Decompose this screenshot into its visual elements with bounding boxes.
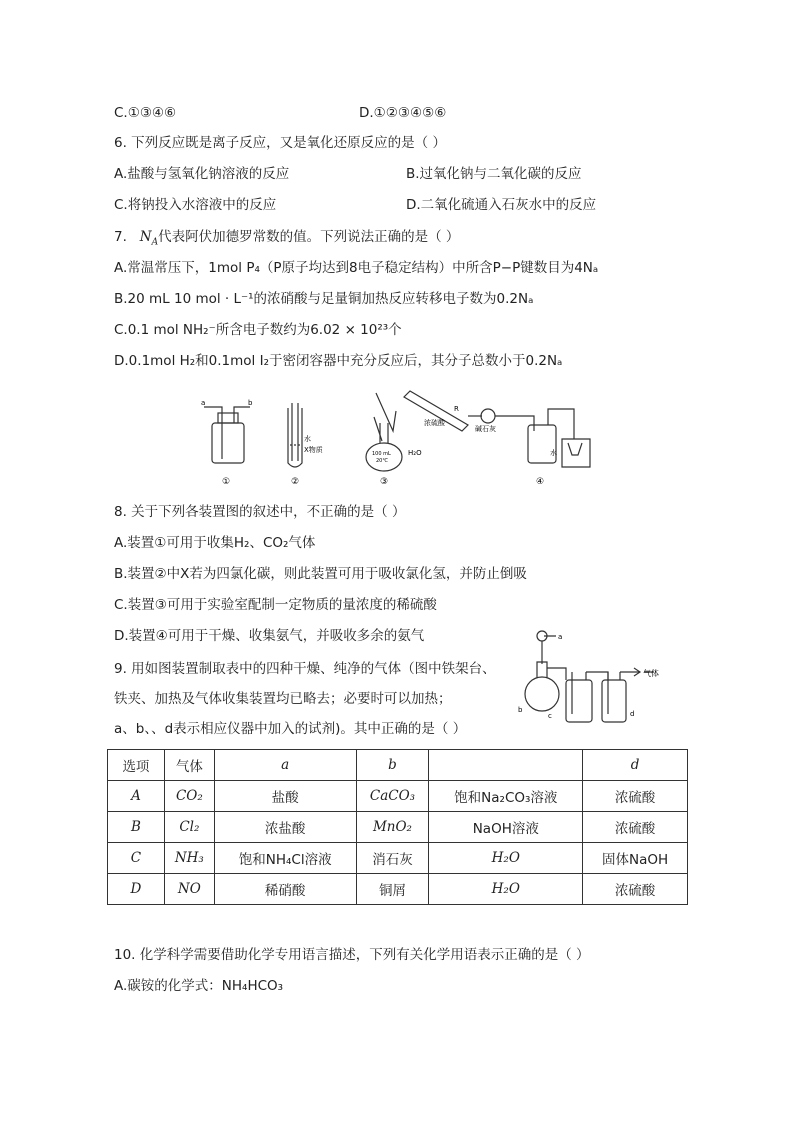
q7-option-c: C.0.1 mol NH₂⁻所含电子数约为6.02 × 10²³个 [114,322,402,338]
bottle-1-neck [218,413,238,423]
connecting-tube-1 [547,668,566,680]
cell: MnO₂ [356,812,429,843]
fig-label-c: c [548,712,552,720]
tube-b [234,407,250,423]
q8-option-b: B.装置②中X若为四氯化碳，则此装置可用于吸收氯化氢，并防止倒吸 [114,566,527,582]
cell: NO [164,874,214,905]
th-gas: 气体 [164,750,214,781]
q10-option-a: A.碳铵的化学式：NH₄HCO₃ [114,978,284,994]
label-r: R [454,405,459,413]
cell: C [108,843,165,874]
th-b: b [356,750,429,781]
q8-option-c: C.装置③可用于实验室配制一定物质的量浓度的稀硫酸 [114,597,437,613]
inner-tube [292,403,298,461]
wash-bottle-d [602,680,626,722]
cell: 稀硝酸 [214,874,356,905]
cell: 浓硫酸 [583,812,688,843]
cell: 浓盐酸 [214,812,356,843]
cell: 饱和Na₂CO₃溶液 [429,781,583,812]
q6-option-b: B.过氧化钠与二氧化碳的反应 [406,166,582,182]
q7-option-d: D.0.1mol H₂和0.1mol I₂于密闭容器中充分反应后，其分子总数小于0.2Nₐ [114,353,563,369]
round-flask [525,677,559,711]
cell: CaCO₃ [356,781,429,812]
q8-stem: 8. 关于下列各装置图的叙述中，不正确的是（ ） [114,504,406,520]
label-water-2: 水 [550,449,557,457]
label-device-4: ④ [536,477,545,487]
cell: D [108,874,165,905]
label-soda-lime: 碱石灰 [475,425,496,433]
q7-option-b: B.20 mL 10 mol · L⁻¹的浓硝酸与足量铜加热反应转移电子数为0.2Nₐ [114,291,534,307]
q6-option-c: C.将钠投入水溶液中的反应 [114,197,277,213]
table-header-row [108,750,688,781]
cell: A [108,781,165,812]
gas-apparatus-figure [506,624,696,724]
q7-number: 7. [114,229,127,245]
drying-tube-ball [481,409,495,423]
label-device-2: ② [291,477,300,487]
cell: 消石灰 [356,843,429,874]
label-conc-acid: 浓硫酸 [424,419,445,427]
q7-stem [114,227,459,253]
cell: 浓硫酸 [583,781,688,812]
q9-line-1: 9. 用如图装置制取表中的四种干燥、纯净的气体（图中铁架台、 [114,661,496,677]
glass-rod [376,393,396,431]
q8-option-a: A.装置①可用于收集H₂、CO₂气体 [114,535,316,551]
volumetric-flask [366,443,402,471]
q8-option-d: D.装置④可用于干燥、收集氨气，并吸收多余的氨气 [114,628,425,644]
label-device-3: ③ [380,477,389,487]
bottle-4 [528,425,556,463]
label-a: a [201,399,206,407]
test-tube [288,408,302,467]
table-row [108,874,688,905]
cell: 浓硫酸 [583,874,688,905]
q7-symbol: N [139,229,152,245]
fig-label-a: a [558,633,563,641]
q7-stem-text: 代表阿伏加德罗常数的值。下列说法正确的是（ ） [158,229,460,245]
cell: H₂O [429,843,583,874]
table-row [108,812,688,843]
apparatus-figure [198,383,598,493]
cell: B [108,812,165,843]
cell: 盐酸 [214,781,356,812]
th-a: a [214,750,356,781]
tube-a [204,407,222,459]
q7-symbol-sub: A [151,237,159,248]
cell: 铜屑 [356,874,429,905]
label-20c: 20℃ [376,458,388,464]
cell: Cl₂ [164,812,214,843]
connecting-tube-2 [586,672,608,680]
q6-option-a: A.盐酸与氢氧化钠溶液的反应 [114,166,290,182]
label-device-1: ① [222,477,231,487]
cell: H₂O [429,874,583,905]
fig-label-gas: 气体 [643,669,659,678]
fig-label-b: b [518,706,523,714]
q9-line-3: a、b、、d表示相应仪器中加入的试剂)。其中正确的是（ ） [114,721,467,737]
q10-stem: 10. 化学科学需要借助化学专用语言描述，下列有关化学用语表示正确的是（ ） [114,947,590,963]
option-d-prev: D.①②③④⑤⑥ [359,105,447,121]
gas-table [107,749,688,905]
option-c-prev: C.①③④⑥ [114,105,177,121]
table-row [108,781,688,812]
q9-line-2: 铁夹、加热及气体收集装置均已略去；必要时可以加热； [114,691,452,707]
table-row [108,843,688,874]
th-d: d [583,750,688,781]
fig-label-d: d [630,710,635,718]
label-x-substance: X物质 [304,446,323,454]
bottle-1 [212,423,244,463]
cell: CO₂ [164,781,214,812]
cell: 饱和NH₄Cl溶液 [214,843,356,874]
label-b: b [248,399,253,407]
q7-option-a: A.常温常压下，1mol P₄（P原子均达到8电子稳定结构）中所含P−P键数目为4Nₐ [114,260,599,276]
beaker [562,439,590,467]
cell: NaOH溶液 [429,812,583,843]
q6-option-d: D.二氧化硫通入石灰水中的反应 [406,197,597,213]
q6-stem: 6. 下列反应既是离子反应，又是氧化还原反应的是（ ） [114,135,446,151]
label-h2o: H₂O [408,449,422,457]
wash-bottle-c [566,680,592,722]
th-option: 选项 [108,750,165,781]
label-water: 水 [304,435,311,443]
cell: NH₃ [164,843,214,874]
cell: 固体NaOH [583,843,688,874]
th-c [429,750,583,781]
label-100ml: 100 mL [372,451,391,457]
